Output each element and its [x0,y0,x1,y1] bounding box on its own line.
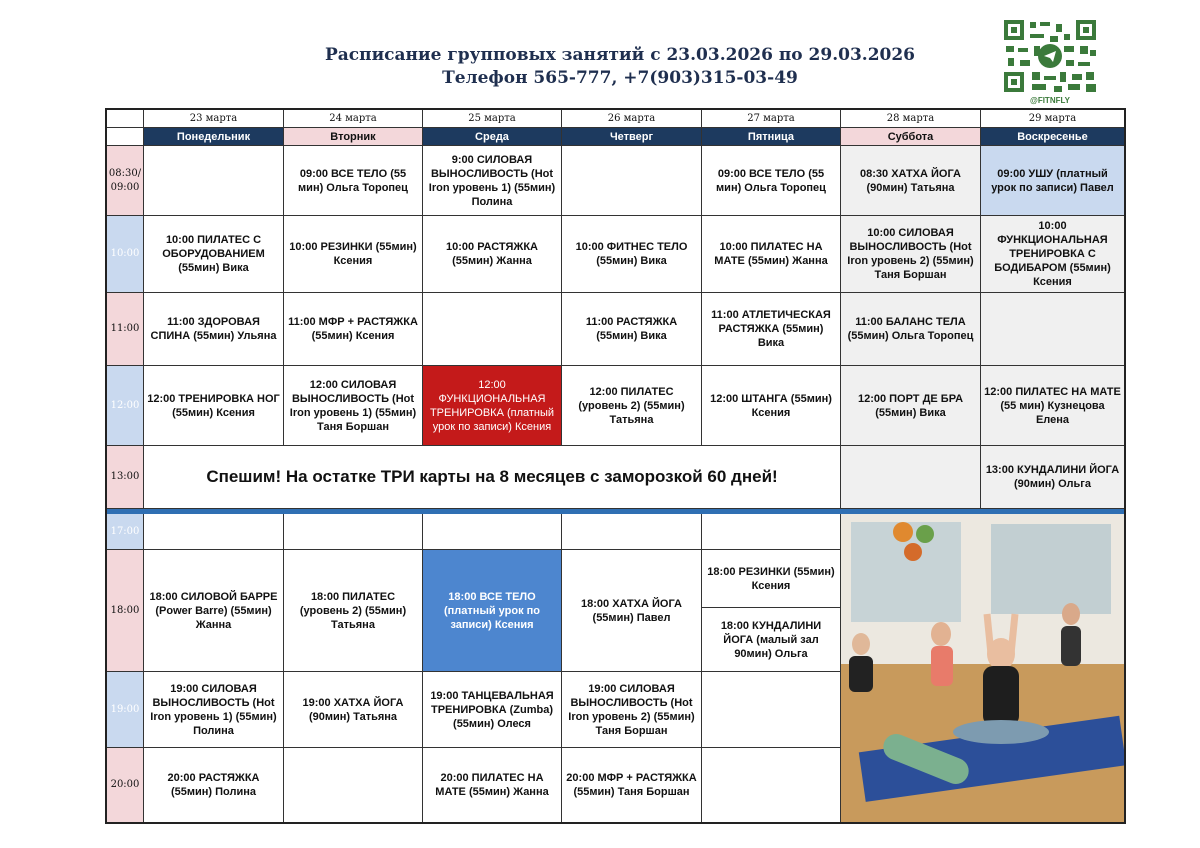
date-tue: 24 марта [284,110,423,128]
corner-cell [107,110,144,128]
schedule-table [105,108,1126,824]
schedule-header [300,44,940,90]
class-cell: 9:00 СИЛОВАЯ ВЫНОСЛИВОСТЬ (Hot Iron уровень 1) (55мин) Полина [423,146,562,216]
day-sun: Воскресенье [981,128,1124,146]
class-cell: 18:00 КУНДАЛИНИ ЙОГА (малый зал 90мин) Ольга [702,608,841,672]
date-wed: 25 марта [423,110,562,128]
class-cell [284,748,423,822]
date-fri: 27 марта [702,110,841,128]
class-cell: 10:00 РАСТЯЖКА (55мин) Жанна [423,216,562,293]
corner-cell [107,128,144,146]
class-cell: 20:00 РАСТЯЖКА (55мин) Полина [144,748,284,822]
class-cell: 20:00 ПИЛАТЕС НА МАТЕ (55мин) Жанна [423,748,562,822]
class-cell: 12:00 СИЛОВАЯ ВЫНОСЛИВОСТЬ (Hot Iron уровень 1) (55мин) Таня Боршан [284,366,423,446]
class-cell: 18:00 ПИЛАТЕС (уровень 2) (55мин) Татьяна [284,550,423,672]
class-cell [144,514,284,550]
schedule-title: Расписание групповых занятий с 23.03.2026 по 29.03.2026 [324,45,916,65]
class-cell: 12:00 ШТАНГА (55мин) Ксения [702,366,841,446]
class-cell: 12:00 ПИЛАТЕС (уровень 2) (55мин) Татьяна [562,366,702,446]
class-cell [284,514,423,550]
class-cell [423,293,562,366]
class-cell: 12:00 ПОРТ ДЕ БРА (55мин) Вика [841,366,981,446]
time-slot: 18:00 [107,550,144,672]
class-cell: 09:00 ВСЕ ТЕЛО (55 мин) Ольга Торопец [284,146,423,216]
class-cell: 10:00 СИЛОВАЯ ВЫНОСЛИВОСТЬ (Hot Iron уровень 2) (55мин) Таня Боршан [841,216,981,293]
class-cell: 19:00 СИЛОВАЯ ВЫНОСЛИВОСТЬ (Hot Iron уровень 2) (55мин) Таня Боршан [562,672,702,748]
class-cell: 10:00 ПИЛАТЕС С ОБОРУДОВАНИЕМ (55мин) Вика [144,216,284,293]
phone-line: Телефон 565-777, +7(903)315-03-49 [442,68,798,88]
class-cell: 12:00 ТРЕНИРОВКА НОГ (55мин) Ксения [144,366,284,446]
day-tue: Вторник [284,128,423,146]
date-thu: 26 марта [562,110,702,128]
time-slot: 11:00 [107,293,144,366]
instagram-handle: @FITNFLY [1030,96,1070,105]
class-cell: 12:00 ПИЛАТЕС НА МАТЕ (55 мин) Кузнецова Елена [981,366,1124,446]
class-cell: 10:00 ФУНКЦИОНАЛЬНАЯ ТРЕНИРОВКА С БОДИБАРОМ (55мин) Ксения [981,216,1124,293]
class-cell: 18:00 РЕЗИНКИ (55мин) Ксения [702,550,841,608]
day-thu: Четверг [562,128,702,146]
qr-code-icon [1004,20,1096,92]
date-mon: 23 марта [144,110,284,128]
class-cell: 19:00 ХАТХА ЙОГА (90мин) Татьяна [284,672,423,748]
class-cell: 19:00 ТАНЦЕВАЛЬНАЯ ТРЕНИРОВКА (Zumba) (55мин) Олеся [423,672,562,748]
class-cell: 09:00 ВСЕ ТЕЛО (55 мин) Ольга Торопец [702,146,841,216]
class-cell [423,514,562,550]
fitness-photo [841,514,1124,822]
date-sat: 28 марта [841,110,981,128]
class-cell: 13:00 КУНДАЛИНИ ЙОГА (90мин) Ольга [981,446,1124,509]
class-cell: 10:00 ФИТНЕС ТЕЛО (55мин) Вика [562,216,702,293]
promo-banner: Спешим! На остатке ТРИ карты на 8 месяцев с заморозкой 60 дней! [144,446,841,509]
time-slot: 10:00 [107,216,144,293]
class-cell [144,146,284,216]
date-sun: 29 марта [981,110,1124,128]
class-cell: 19:00 СИЛОВАЯ ВЫНОСЛИВОСТЬ (Hot Iron уровень 1) (55мин) Полина [144,672,284,748]
class-cell: 18:00 СИЛОВОЙ БАРРЕ (Power Barre) (55мин) Жанна [144,550,284,672]
day-mon: Понедельник [144,128,284,146]
day-sat: Суббота [841,128,981,146]
time-slot: 17:00 [107,514,144,550]
time-slot: 13:00 [107,446,144,509]
class-cell [562,146,702,216]
class-cell-highlight: 12:00 ФУНКЦИОНАЛЬНАЯ ТРЕНИРОВКА (платный урок по записи) Ксения [423,366,562,446]
class-cell: 18:00 ХАТХА ЙОГА (55мин) Павел [562,550,702,672]
class-cell: 11:00 АТЛЕТИЧЕСКАЯ РАСТЯЖКА (55мин) Вика [702,293,841,366]
yoga-class-illustration [841,514,1124,822]
class-cell: 11:00 РАСТЯЖКА (55мин) Вика [562,293,702,366]
day-fri: Пятница [702,128,841,146]
class-cell: 11:00 БАЛАНС ТЕЛА (55мин) Ольга Торопец [841,293,981,366]
class-cell: 10:00 ПИЛАТЕС НА МАТЕ (55мин) Жанна [702,216,841,293]
class-cell [702,748,841,822]
class-cell [702,514,841,550]
time-slot: 19:00 [107,672,144,748]
class-cell: 08:30 ХАТХА ЙОГА (90мин) Татьяна [841,146,981,216]
class-cell: 10:00 РЕЗИНКИ (55мин) Ксения [284,216,423,293]
class-cell: 11:00 ЗДОРОВАЯ СПИНА (55мин) Ульяна [144,293,284,366]
time-slot: 08:30/ 09:00 [107,146,144,216]
class-cell: 09:00 УШУ (платный урок по записи) Павел [981,146,1124,216]
class-cell: 20:00 МФР + РАСТЯЖКА (55мин) Таня Боршан [562,748,702,822]
class-cell: 11:00 МФР + РАСТЯЖКА (55мин) Ксения [284,293,423,366]
time-slot: 20:00 [107,748,144,822]
class-cell [841,446,981,509]
class-cell-highlight: 18:00 ВСЕ ТЕЛО (платный урок по записи) Ксения [423,550,562,672]
class-cell [702,672,841,748]
class-cell [562,514,702,550]
time-slot: 12:00 [107,366,144,446]
class-cell [981,293,1124,366]
day-wed: Среда [423,128,562,146]
